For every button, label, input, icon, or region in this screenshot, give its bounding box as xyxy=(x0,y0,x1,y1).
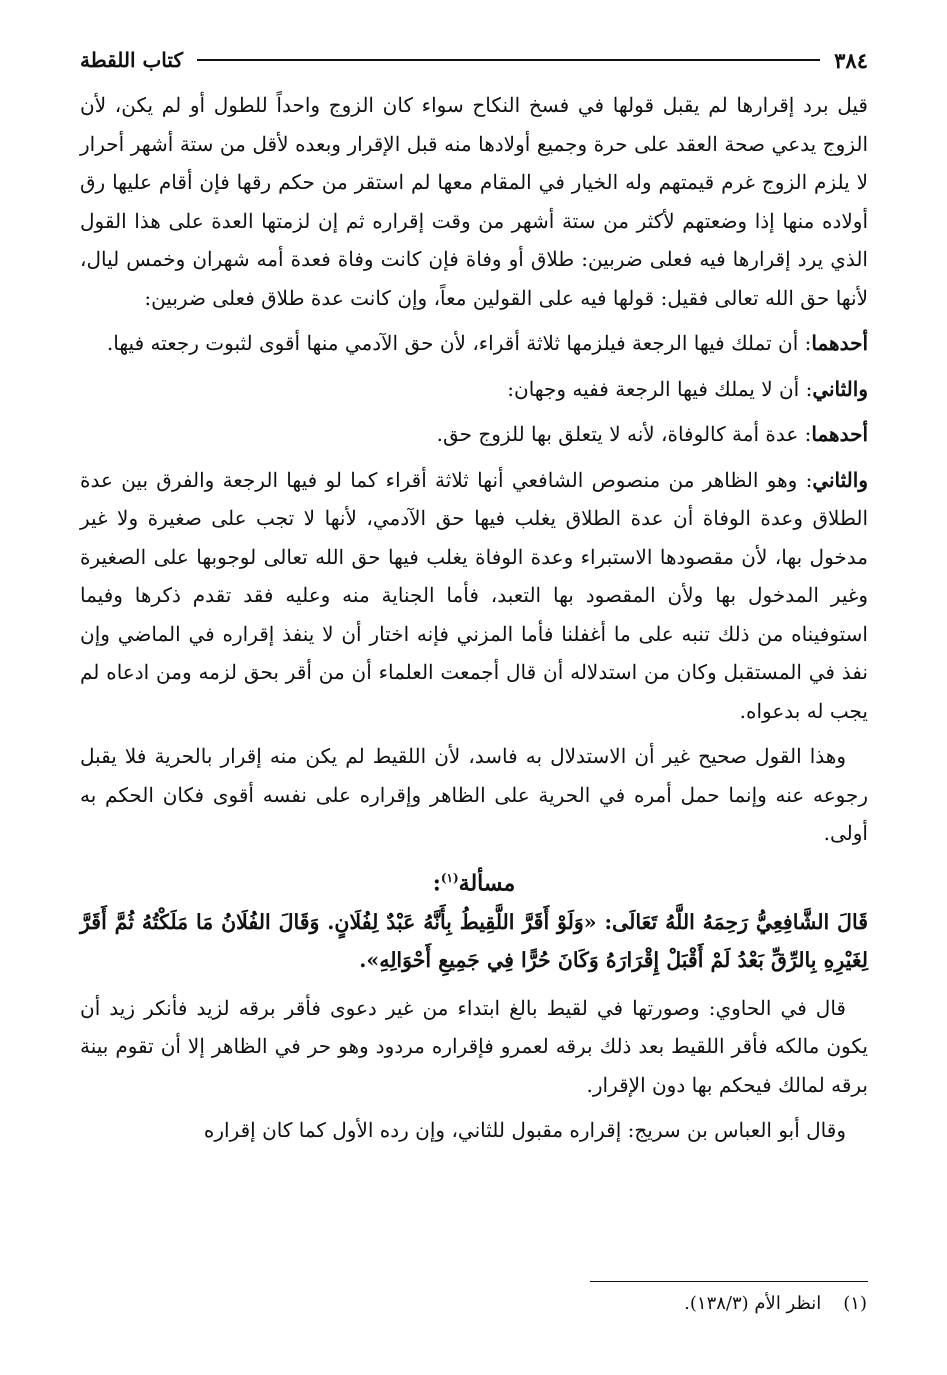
section-heading xyxy=(80,860,868,901)
footnote xyxy=(79,1289,867,1319)
header-rule xyxy=(197,59,820,61)
book-title: كتاب اللقطة xyxy=(80,48,183,72)
paragraph-5-term: والثاني xyxy=(812,467,868,492)
footnote-marker: (١) xyxy=(843,1293,867,1314)
running-header xyxy=(80,40,868,80)
paragraph-8: وقال أبو العباس بن سريج: إقراره مقبول للثاني، وإن رده الأول كما كان إقراره xyxy=(203,1118,846,1143)
paragraph-2-term: أحدهما xyxy=(811,331,868,355)
paragraph-4 xyxy=(80,415,868,454)
paragraph-6: وهذا القول صحيح غير أن الاستدلال به فاسد، لأن اللقيط لم يكن منه إقرار بالحرية فلا يقبل رجوعه عنه وإنما حمل أمره في الحرية على الظاهر وإقراره على نفسه أقوى فكان الحكم به أولى. xyxy=(80,744,868,845)
footnote-reference[interactable]: (١) xyxy=(440,870,459,885)
paragraph-3-text: : أن لا يملك فيها الرجعة ففيه وجهان: xyxy=(507,376,813,401)
paragraph-3 xyxy=(80,370,868,409)
section-heading-colon: : xyxy=(432,869,441,896)
paragraph-4-text: : عدة أمة كالوفاة، لأنه لا يتعلق بها للزوج حق. xyxy=(436,422,812,446)
paragraph-5-text: : وهو الظاهر من منصوص الشافعي أنها ثلاثة أقراء كما لو فيها الرجعة والفرق بين عدة الطلاق وعدة الوفاة أن عدة الطلاق يغلب فيها حق الآدمي، لأنها لا تجب على صغيرة ولا غير مدخول بها، لأن مقصودها الاستبراء وعدة الوفاة يغلب فيها حق الله تعالى لوجوبها على الصغيرة وغير المدخول بها ولأن المقصود بها التعبد، فأما الجناية منه وعليه فقد تقدم ذكرها وفيما استوفيناه من ذلك تنبه على ما أغفلنا فأما المزني فإنه اختار أن لا ينفذ إقراره في الماضي وإن نفذ في المستقبل وكان من استدلاله أن قال أجمعت العلماء أن من أقر بحق لزمه ومن ادعاه لم يجب له بدعواه. xyxy=(80,467,868,723)
section-heading-text: مسألة xyxy=(458,869,516,896)
footnote-rule xyxy=(590,1281,868,1282)
quoted-text: قَالَ الشَّافِعِيُّ رَحِمَهُ اللَّهُ تَعَالَى: «وَلَوْ أَقَرَّ اللَّقِيطُ بِأَنَّهُ عَبْدٌ لِفُلَانٍ. وَقَالَ الفُلَانُ مَا مَلَكْتُهُ ثُمَّ أَقَرَّ لِغَيْرِهِ بِالرِّقِّ بَعْدُ لَمْ أَقْبَلْ إِقْرَارَهُ وَكَانَ حُرًّا فِي جَمِيعِ أَحْوَالِهِ». xyxy=(80,909,868,972)
book-page xyxy=(80,40,868,1157)
paragraph-7: قال في الحاوي: وصورتها في لقيط بالغ ابتداء من غير دعوى فأقر برقه لزيد فأنكر زيد أن يكون مالكه فأقر اللقيط بعد ذلك برقه لعمرو فإقراره مردود وهو حر في الظاهر إلا أن تقوم بينة برقه لمالك فيحكم بها دون الإقرار. xyxy=(80,995,868,1097)
paragraph-2-text: : أن تملك فيها الرجعة فيلزمها ثلاثة أقراء، لأن حق الآدمي منها أقوى لثبوت رجعته فيها. xyxy=(106,331,812,355)
paragraph-5 xyxy=(80,461,868,731)
paragraph-3-term: والثاني xyxy=(812,376,868,401)
footnote-text: انظر الأم (١٣٨/٣). xyxy=(684,1293,822,1314)
paragraph-1: قيل برد إقرارها لم يقبل قولها في فسخ النكاح سواء كان الزوج واحداً للطول أو لم يكن، لأن الزوج يدعي صحة العقد على حرة وجميع أولادها منه قبل الإقرار وبعده لأقل من ستة أشهر أحرار لا يلزم الزوج غرم قيمتهم وله الخيار في المقام معها لم استقر من حكم رقها فإن أقام عليها رق أولاده منها إذا وضعتهم لأكثر من ستة أشهر من وقت إقراره ثم إن لزمتها العدة على هذا القول الذي يرد إقرارها فيه فعلى ضربين: طلاق أو وفاة فإن كانت وفاة فعدة أمه شهران وخمس ليال، لأنها حق الله تعالى فقيل: قولها فيه على القولين معاً، وإن كانت عدة طلاق فعلى ضربين: xyxy=(80,93,868,310)
page-number: ٣٨٤ xyxy=(834,47,868,73)
paragraph-4-term: أحدهما xyxy=(811,422,868,446)
paragraph-2 xyxy=(80,324,868,363)
